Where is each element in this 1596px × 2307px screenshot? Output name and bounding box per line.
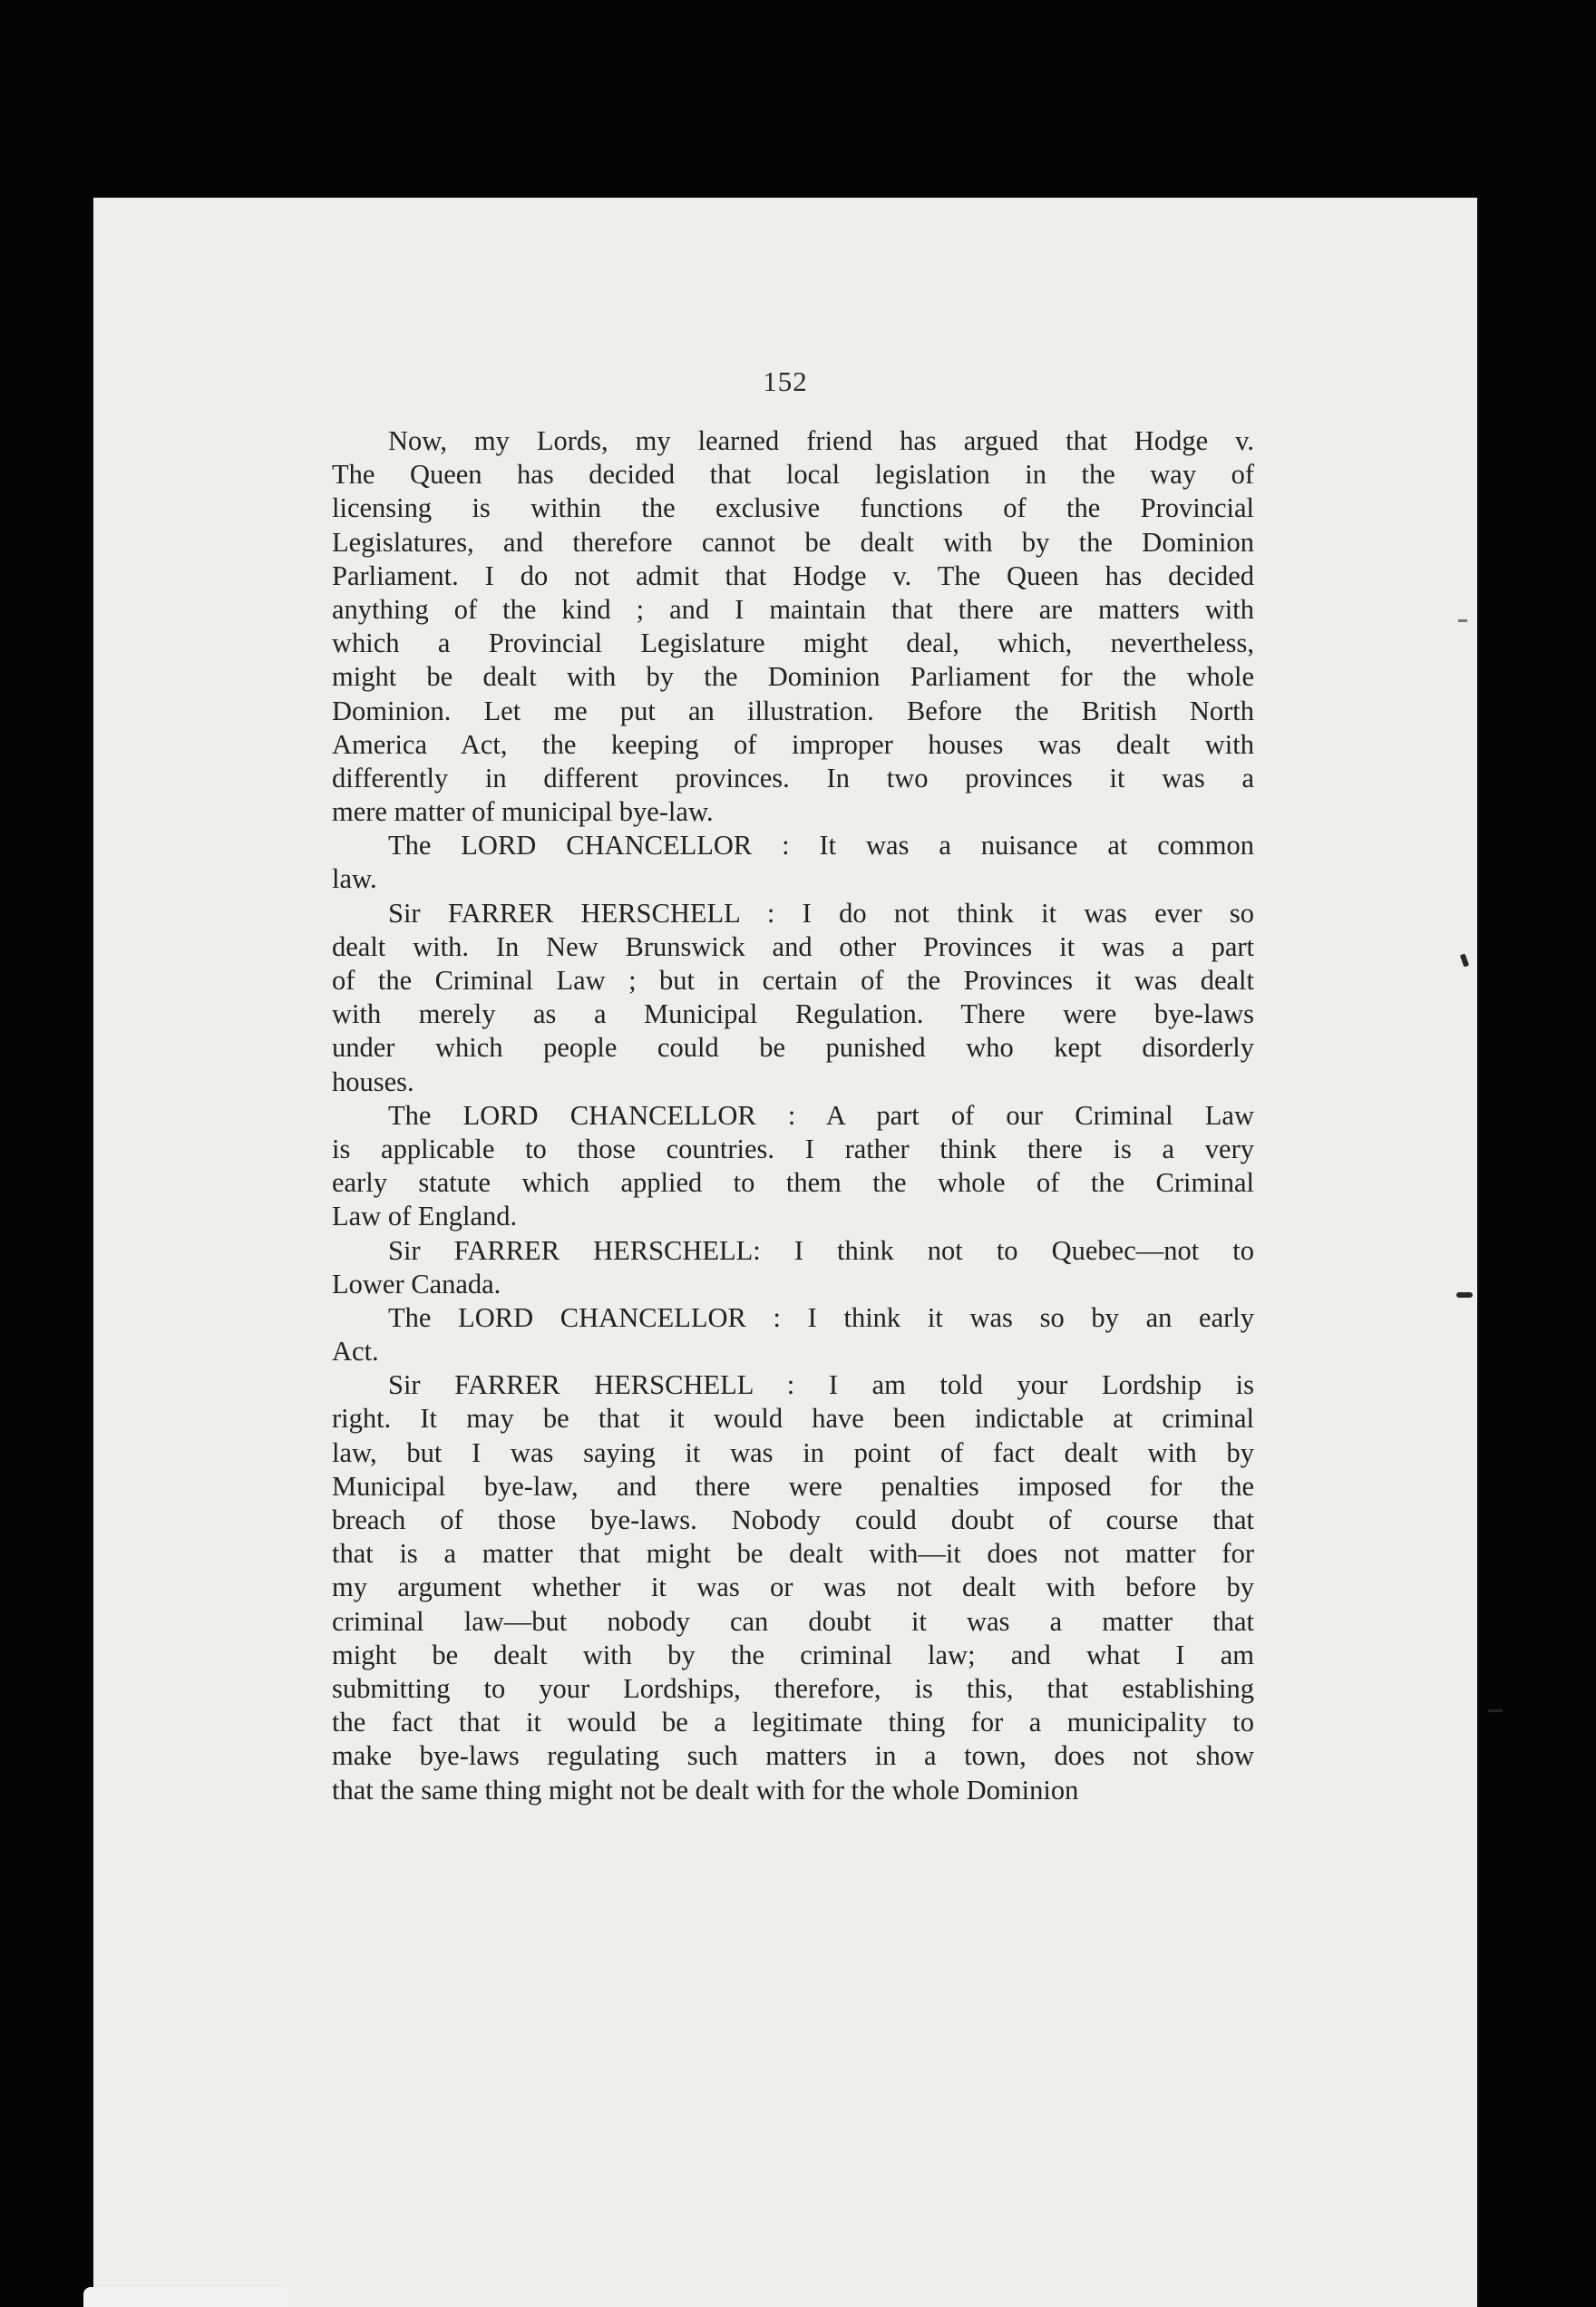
text-line: breach of those bye-laws. Nobody could doubt of course that <box>332 1504 1254 1535</box>
text-line: dealt with. In New Brunswick and other Provinces it was a part <box>332 930 1254 962</box>
text-line: Sir FARRER HERSCHELL : I do not think it was ever so <box>388 897 1254 929</box>
text-line: Dominion. Let me put an illustration. Before the British North <box>332 695 1254 726</box>
text-line: submitting to your Lordships, therefore, is this, that establishing <box>332 1672 1254 1704</box>
text-line: Law of England. <box>332 1201 518 1232</box>
text-line: The LORD CHANCELLOR : It was a nuisance at common <box>388 830 1254 861</box>
text-line: differently in different provinces. In two provinces it was a <box>332 762 1254 793</box>
body-text <box>332 424 1254 1807</box>
text-line: early statute which applied to them the whole of the Criminal <box>332 1167 1254 1199</box>
text-line: my argument whether it was or was not dealt with before by <box>332 1572 1254 1603</box>
film-tab <box>83 2287 288 2307</box>
text-line: Municipal bye-law, and there were penalties imposed for the <box>332 1470 1254 1502</box>
text-line: under which people could be punished who kept disorderly <box>332 1032 1254 1064</box>
text-line: law. <box>332 863 377 895</box>
document-page <box>93 198 1477 2307</box>
text-line: The Queen has decided that local legislation in the way of <box>332 459 1254 491</box>
text-line: might be dealt with by the Dominion Parliament for the whole <box>332 661 1254 693</box>
margin-mark <box>1458 619 1467 622</box>
text-line: The LORD CHANCELLOR : I think it was so by an early <box>388 1301 1254 1333</box>
text-line: Sir FARRER HERSCHELL: I think not to Quebec—not to <box>388 1234 1254 1266</box>
text-line: is applicable to those countries. I rather think there is a very <box>332 1133 1254 1164</box>
text-line: Sir FARRER HERSCHELL : I am told your Lordship is <box>388 1369 1254 1401</box>
text-line: The LORD CHANCELLOR : A part of our Criminal Law <box>388 1099 1254 1131</box>
text-line: mere matter of municipal bye-law. <box>332 796 714 828</box>
text-line: might be dealt with by the criminal law; and what I am <box>332 1639 1254 1670</box>
text-line: Legislatures, and therefore cannot be dealt with by the Dominion <box>332 526 1254 558</box>
text-line: Parliament. I do not admit that Hodge v. The Queen has decided <box>332 560 1254 591</box>
text-line: houses. <box>332 1066 414 1097</box>
text-line: which a Provincial Legislature might deal, which, nevertheless, <box>332 628 1254 659</box>
text-line: of the Criminal Law ; but in certain of the Provinces it was dealt <box>332 965 1254 996</box>
text-line: Now, my Lords, my learned friend has argued that Hodge v. <box>388 425 1254 456</box>
text-line: America Act, the keeping of improper houses was dealt with <box>332 728 1254 760</box>
text-line: criminal law—but nobody can doubt it was a matter that <box>332 1605 1254 1637</box>
text-line: that the same thing might not be dealt with for the whole Dominion <box>332 1774 1079 1806</box>
text-line: with merely as a Municipal Regulation. There were bye-laws <box>332 998 1254 1030</box>
text-line: law, but I was saying it was in point of fact dealt with by <box>332 1436 1254 1468</box>
margin-mark <box>1456 1292 1473 1298</box>
page-number: 152 <box>763 365 808 397</box>
text-line: anything of the kind ; and I maintain that there are matters with <box>332 593 1254 625</box>
text-line: that is a matter that might be dealt with—it does not matter for <box>332 1538 1254 1570</box>
margin-mark <box>1488 1709 1503 1712</box>
text-line: Act. <box>332 1336 379 1368</box>
text-line: right. It may be that it would have been indictable at criminal <box>332 1403 1254 1435</box>
text-line: Lower Canada. <box>332 1268 501 1300</box>
text-line: licensing is within the exclusive functions of the Provincial <box>332 492 1254 524</box>
text-line: the fact that it would be a legitimate thing for a municipality to <box>332 1707 1254 1738</box>
text-line: make bye-laws regulating such matters in a town, does not show <box>332 1740 1254 1772</box>
